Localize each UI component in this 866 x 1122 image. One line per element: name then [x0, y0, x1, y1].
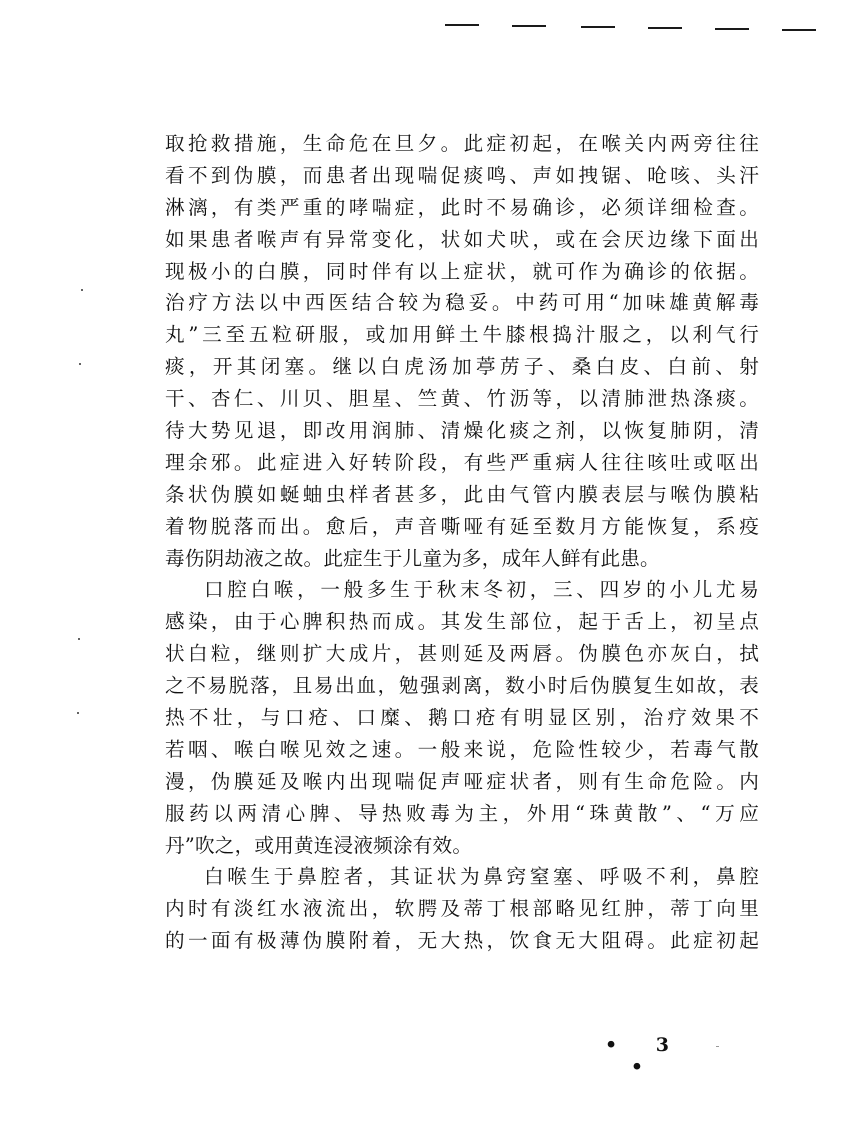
header-rule: [782, 29, 816, 31]
text-line: 感染，由于心脾积热而成。其发生部位，起于舌上，初呈点: [165, 610, 759, 634]
text-line: 现极小的白膜，同时伴有以上症状，就可作为确诊的依据。: [165, 259, 759, 283]
text-line: 条状伪膜如蜒蚰虫样者甚多，此由气管内膜表层与喉伪膜粘: [165, 482, 759, 506]
text-line: 丸”三至五粒研服，或加用鲜土牛膝根捣汁服之，以利气行: [165, 323, 759, 347]
text-line: 着物脱落而出。愈后，声音嘶哑有延至数月方能恢复，系疫: [165, 514, 759, 538]
margin-mark: [81, 289, 83, 291]
paragraph-end-line: 毒伤阴劫液之故。此症生于儿童为多，成年人鲜有此患。: [165, 546, 660, 570]
text-line: 治疗方法以中西医结合较为稳妥。中药可用“加味雄黄解毒: [165, 291, 759, 315]
header-rule: [512, 25, 546, 27]
text-line: 服药以两清心脾、导热败毒为主，外用“珠黄散”、“万应: [165, 801, 759, 825]
paragraph-start-line: 口腔白喉，一般多生于秋末冬初，三、四岁的小儿尤易: [204, 578, 759, 602]
text-line: 待大势见退，即改用润肺、清燥化痰之剂，以恢复肺阴，清: [165, 419, 759, 443]
header-rule: [445, 24, 479, 26]
paragraph-end-line: 丹”吹之，或用黄连浸液频涂有效。: [165, 833, 473, 857]
margin-mark: [78, 638, 80, 640]
text-line: 干、杏仁、川贝、胆星、竺黄、竹沥等，以清肺泄热涤痰。: [165, 387, 759, 411]
text-line: 漫，伪膜延及喉内出现喘促声哑症状者，则有生命危险。内: [165, 769, 759, 793]
text-line: 的一面有极薄伪膜附着，无大热，饮食无大阻碍。此症初起: [165, 929, 759, 953]
page-body: [165, 128, 759, 957]
paragraph-start-line: 白喉生于鼻腔者，其证状为鼻窍窒塞、呼吸不利，鼻腔: [204, 865, 759, 889]
text-line: 痰，开其闭塞。继以白虎汤加葶苈子、桑白皮、白前、射: [165, 355, 759, 379]
header-rule: [648, 27, 682, 29]
text-line: 状白粒，继则扩大成片，甚则延及两唇。伪膜色亦灰白，拭: [165, 642, 759, 666]
header-rule: [581, 26, 615, 28]
text-line: 淋漓，有类严重的哮喘症，此时不易确诊，必须详细检查。: [165, 195, 759, 219]
text-line: 如果患者喉声有异常变化，状如犬吠，或在会厌边缘下面出: [165, 227, 759, 251]
margin-mark: [79, 363, 81, 365]
header-rule: [715, 28, 749, 30]
text-line: 热不壮，与口疮、口糜、鹅口疮有明显区别，治疗效果不: [165, 706, 759, 730]
text-line: 之不易脱落，且易出血，勉强剥离，数小时后伪膜复生如故，表: [165, 674, 759, 698]
text-line: 内时有淡红水液流出，软腭及蒂丁根部略见红肿，蒂丁向里: [165, 897, 759, 921]
page-number: • 3 •: [605, 1034, 685, 1078]
text-line: 若咽、喉白喉见效之速。一般来说，危险性较少，若毒气散: [165, 737, 759, 761]
scan-mark: [716, 1046, 719, 1047]
text-line: 看不到伪膜，而患者出现喘促痰鸣、声如拽锯、呛咳、头汗: [165, 163, 759, 187]
text-line: 取抢救措施，生命危在旦夕。此症初起，在喉关内两旁往往: [165, 132, 759, 155]
header-rules: [445, 24, 845, 32]
text-line: 理余邪。此症进入好转阶段，有些严重病人往往咳吐或呕出: [165, 450, 759, 474]
margin-mark: [77, 712, 79, 714]
